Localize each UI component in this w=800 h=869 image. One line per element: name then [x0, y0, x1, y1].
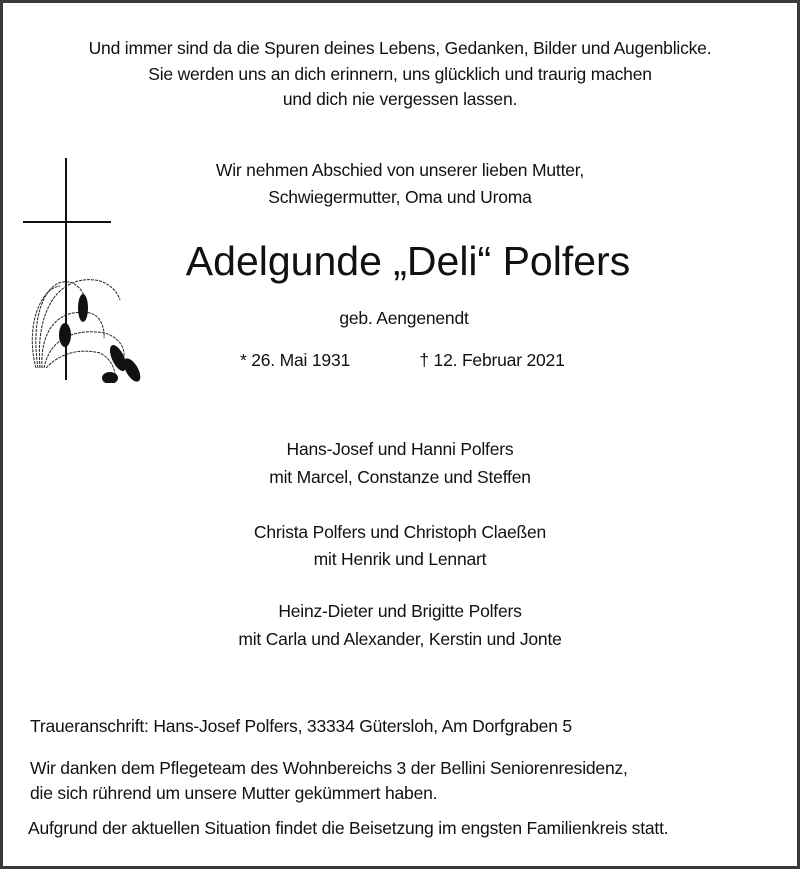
poem-line-2: Sie werden uns an dich erinnern, uns glücklich und traurig machen [148, 64, 652, 84]
mourner-2-line-1: Christa Polfers und Christoph Claeßen [253, 522, 547, 542]
mourner-1-line-2: mit Marcel, Constanze und Steffen [269, 467, 531, 487]
thanks-line-1: Wir danken dem Pflegeteam des Wohnbereichs 3 der Bellini Seniorenresidenz, [30, 758, 628, 778]
mourner-3-line-1: Heinz-Dieter und Brigitte Polfers [278, 601, 522, 621]
poem-line-1: Und immer sind da die Spuren deines Lebens, Gedanken, Bilder und Augenblicke. [88, 38, 712, 58]
thanks-line-2: die sich rührend um unsere Mutter gekümmert haben. [30, 783, 438, 803]
mourning-address: Traueranschrift: Hans-Josef Polfers, 33334 Gütersloh, Am Dorfgraben 5 [30, 716, 572, 736]
intro-line-1: Wir nehmen Abschied von unserer lieben Mutter, [215, 160, 585, 180]
poem-line-3: und dich nie vergessen lassen. [282, 89, 518, 109]
intro-line-2: Schwiegermutter, Oma und Uroma [268, 187, 532, 207]
death-date: † 12. Februar 2021 [419, 350, 565, 370]
deceased-name: Adelgunde „Deli“ Polfers [185, 238, 631, 284]
birth-date: * 26. Mai 1931 [239, 350, 351, 370]
maiden-name: geb. Aengenendt [339, 308, 469, 328]
mourner-1-line-1: Hans-Josef und Hanni Polfers [286, 439, 514, 459]
mourner-2-line-2: mit Henrik und Lennart [313, 549, 487, 569]
funeral-notice: Aufgrund der aktuellen Situation findet die Beisetzung im engsten Familienkreis statt. [28, 818, 669, 838]
mourner-3-line-2: mit Carla und Alexander, Kerstin und Jonte [238, 629, 562, 649]
